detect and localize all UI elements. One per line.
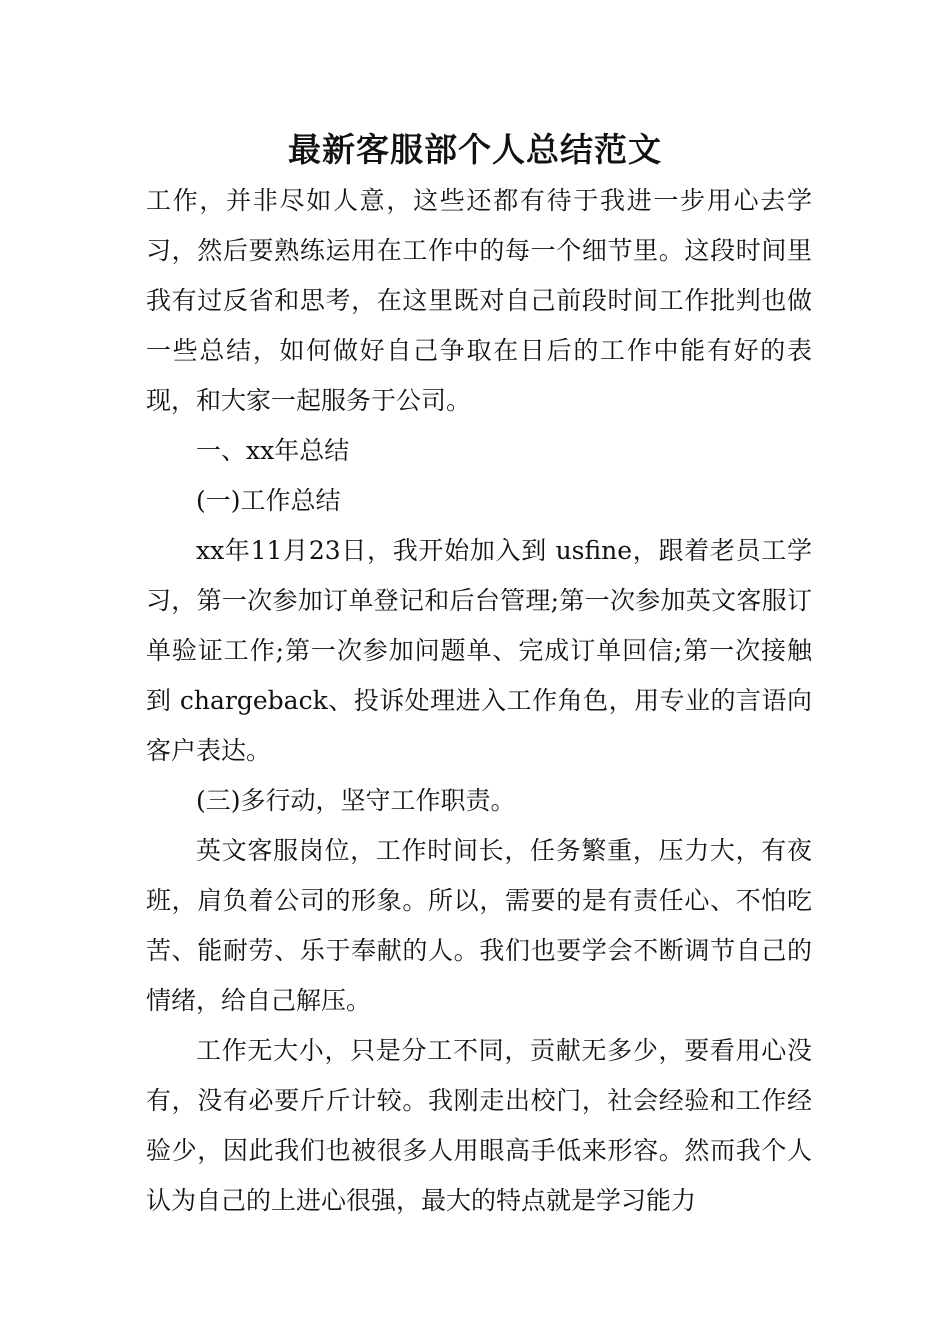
subsection-heading-action: (三)多行动，坚守工作职责。 [196, 786, 516, 815]
section-heading-summary: 一、xx年总结 [196, 436, 350, 465]
paragraph-work-history: xx年11月23日，我开始加入到 usfine，跟着老员工学习，第一次参加订单登记和后台管理;第一次参加英文客服订单验证工作;第一次参加问题单、完成订单回信;第一次接触到 chargeback、投诉处理进入工作角色，用专业的言语向客户表达。 [146, 536, 812, 765]
paragraph-customer-service-role: 英文客服岗位，工作时间长，任务繁重，压力大，有夜班，肩负着公司的形象。所以，需要的是有责任心、不怕吃苦、能耐劳、乐于奉献的人。我们也要学会不断调节自己的情绪，给自己解压。 [146, 836, 812, 1015]
subsection-heading-work-summary: (一)工作总结 [196, 486, 341, 515]
paragraph-attitude: 工作无大小，只是分工不同，贡献无多少，要看用心没有，没有必要斤斤计较。我刚走出校门，社会经验和工作经验少，因此我们也被很多人用眼高手低来形容。然而我个人认为自己的上进心很强，最大的特点就是学习能力 [146, 1036, 812, 1215]
document-body [146, 176, 812, 1226]
document-title: 最新客服部个人总结范文 [288, 130, 662, 169]
paragraph-intro: 工作，并非尽如人意，这些还都有待于我进一步用心去学习，然后要熟练运用在工作中的每一个细节里。这段时间里我有过反省和思考，在这里既对自己前段时间工作批判也做一些总结，如何做好自己争取在日后的工作中能有好的表现，和大家一起服务于公司。 [146, 186, 812, 415]
